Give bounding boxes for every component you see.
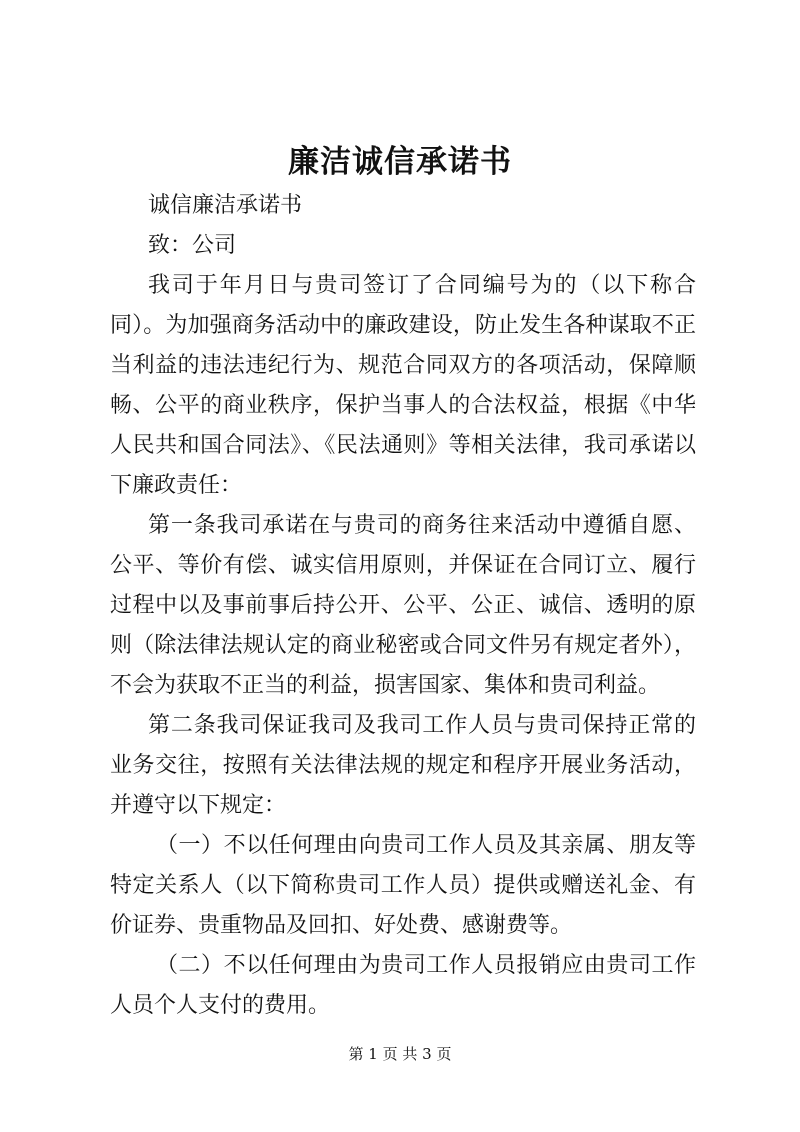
clause-one-paragraph: （一）不以任何理由向贵司工作人员及其亲属、朋友等特定关系人（以下简称贵司工作人员）提供或赠送礼金、有价证券、贵重物品及回扣、好处费、感谢费等。 [110, 833, 696, 938]
clause-two-paragraph: （二）不以任何理由为贵司工作人员报销应由贵司工作人员个人支付的费用。 [110, 953, 696, 1018]
intro-paragraph: 我司于年月日与贵司签订了合同编号为的（以下称合同）。为加强商务活动中的廉政建设，防止发生各种谋取不正当利益的违法违纪行为、规范合同双方的各项活动，保障顺畅、公平的商业秩序，保护当事人的合法权益，根据《中华人民共和国合同法》、《民法通则》等相关法律，我司承诺以下廉政责任： [110, 273, 696, 498]
article-one-paragraph: 第一条我司承诺在与贵司的商务往来活动中遵循自愿、公平、等价有偿、诚实信用原则，并保证在合同订立、履行过程中以及事前事后持公开、公平、公正、诚信、透明的原则（除法律法规认定的商业秘密或合同文件另有规定者外），不会为获取不正当的利益，损害国家、集体和贵司利益。 [110, 513, 696, 698]
document-body [110, 186, 696, 1026]
article-two-paragraph: 第二条我司保证我司及我司工作人员与贵司保持正常的业务交往，按照有关法律法规的规定和程序开展业务活动，并遵守以下规定： [110, 713, 696, 818]
addressee-paragraph: 致：公司 [148, 233, 237, 258]
page-footer: 第 1 页 共 3 页 [348, 1045, 452, 1063]
subtitle-paragraph: 诚信廉洁承诺书 [148, 193, 303, 218]
document-title: 廉洁诚信承诺书 [288, 144, 512, 180]
